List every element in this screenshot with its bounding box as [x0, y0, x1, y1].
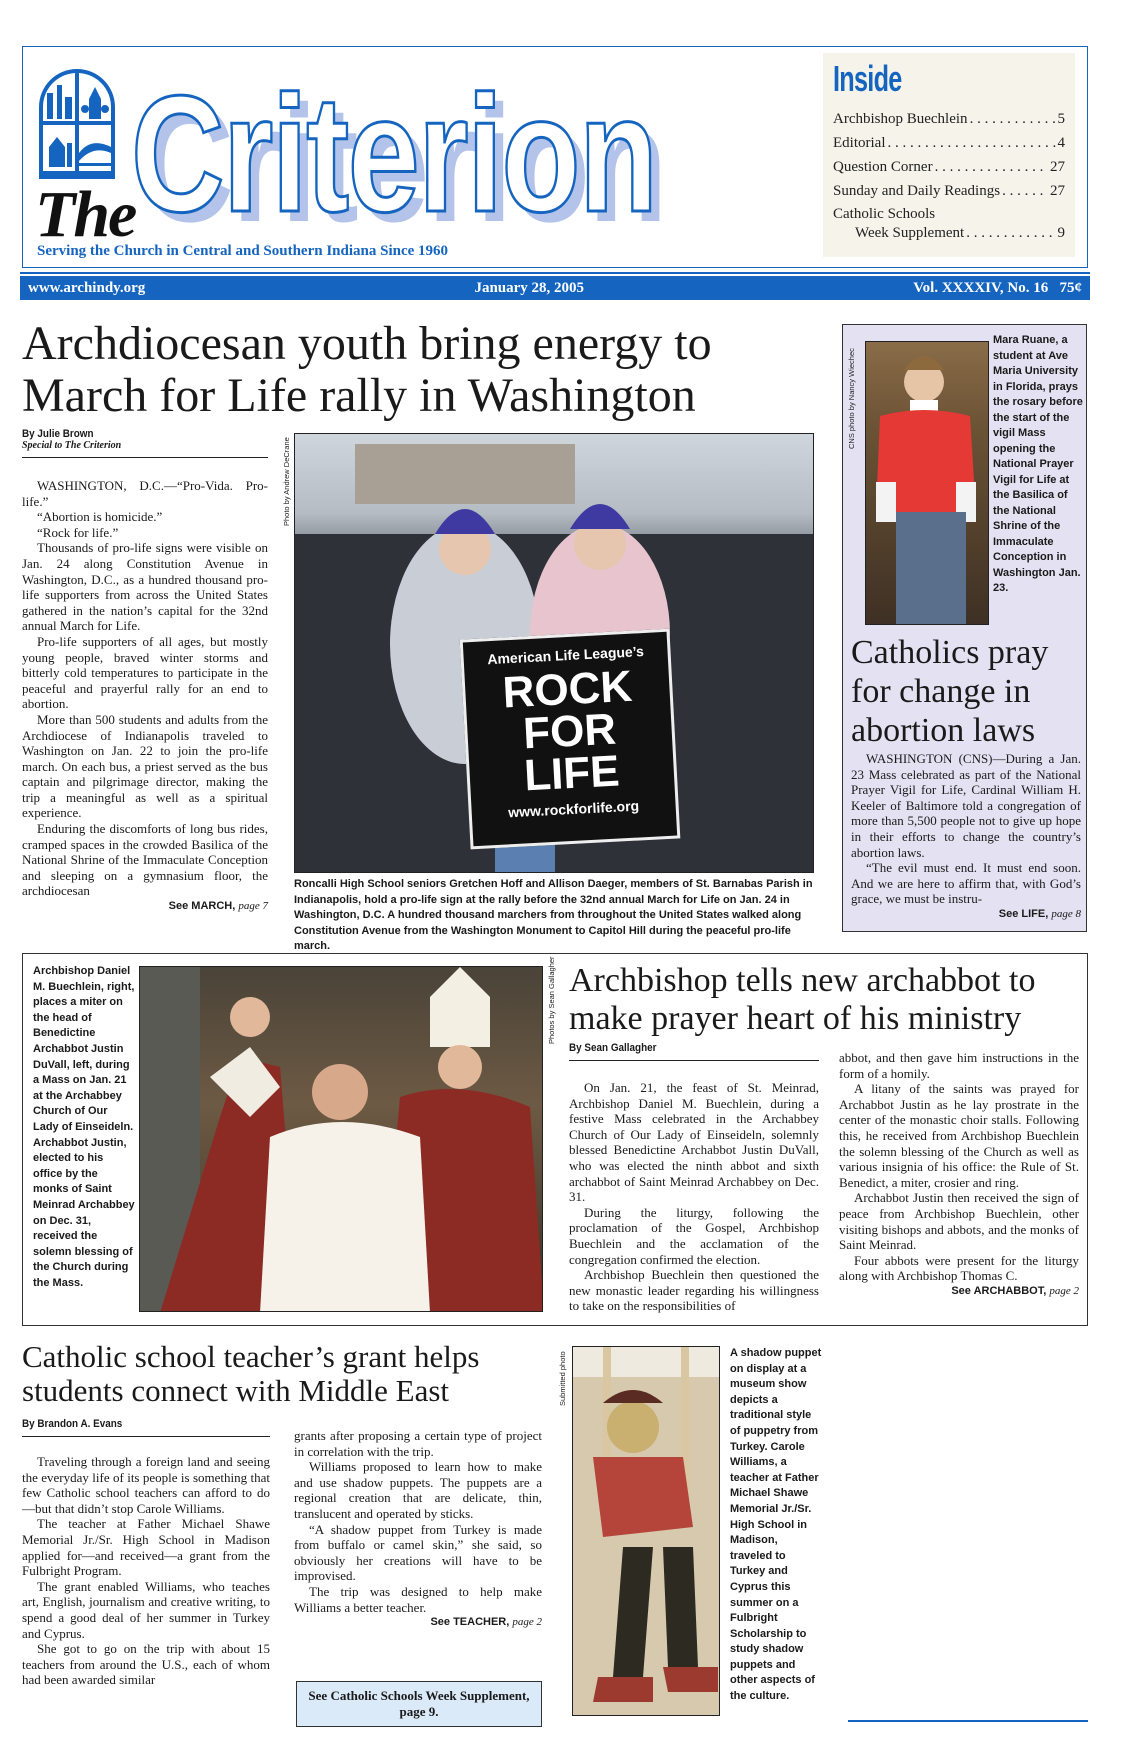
inside-item-page: 27 — [1050, 159, 1065, 175]
sidebar-story — [842, 324, 1087, 932]
paragraph: More than 500 students and adults from the Archdiocese of Indianapolis traveled to Washington on Jan. 22 to join the pro-life march. On each bus, a priest served as the bus captain and pilgrimage director, making the trip a meaningful as well as a spiritual experience. — [22, 711, 268, 821]
inside-item[interactable] — [833, 205, 1065, 243]
jump-label: See ARCHABBOT, — [951, 1284, 1047, 1297]
archabbot-headline: Archbishop tells new archabbot to make prayer heart of his ministry — [569, 962, 1036, 1037]
teacher-body-col2 — [294, 1428, 542, 1631]
archabbot-byline-block — [569, 1042, 819, 1061]
archabbot-photo — [139, 966, 543, 1312]
divider — [20, 272, 1090, 274]
sidebar-photo-credit: CNS photo by Nancy Wiechec — [847, 348, 856, 449]
paragraph: WASHINGTON, D.C.—“Pro-Vida. Pro-life.” — [22, 478, 268, 509]
teacher-body-col1 — [22, 1454, 270, 1688]
inside-item-page: 9 — [1057, 225, 1065, 241]
archabbot-story — [22, 953, 1088, 1326]
paragraph: “Abortion is homicide.” — [37, 509, 163, 525]
teacher-photo-caption: A shadow puppet on display at a museum show depicts a traditional style of puppetry from Turkey. Carole Williams, a teacher at Father Michael Shawe Memorial Jr./Sr. High School in Madison, traveled to Turkey and Cyprus this summer on a Fulbright Scholarship to study shadow puppets and other aspects of the culture. — [730, 1347, 822, 1703]
paragraph: The teacher at Father Michael Shawe Memorial Jr./Sr. High School in Madison applied for—and received—a grant from the Fulbright Program. — [22, 1516, 270, 1579]
info-bar — [20, 276, 1090, 300]
paragraph: abbot, and then gave him instructions in the form of a homily. — [839, 1050, 1079, 1081]
divider — [22, 457, 268, 458]
inside-item-page: 27 — [1050, 183, 1065, 199]
paragraph: The grant enabled Williams, who teaches art, English, journalism and creative writing, to spend a good deal of her summer in Turkey and Cyprus. — [22, 1578, 270, 1641]
paragraph: The trip was designed to help make Williams a better teacher. — [294, 1583, 542, 1615]
inside-title: Inside — [833, 58, 902, 99]
jump-page: page 8 — [1051, 907, 1081, 920]
lead-photo — [294, 433, 814, 873]
lead-headline: Archdiocesan youth bring energy to March for Life rally in Washington — [22, 317, 712, 422]
archabbot-photo-credit: Photos by Sean Gallagher — [547, 956, 556, 1044]
lead-body — [22, 478, 268, 915]
paragraph: Thousands of pro-life signs were visible on Jan. 24 along Constitution Avenue in Washington, D.C., as a hundred thousand pro-life supporters from across the United States gathered in the nation’s capital for the 32nd annual March for Life. — [22, 540, 268, 634]
issue-volume — [913, 280, 1082, 297]
sidebar-body — [851, 751, 1081, 923]
archabbot-byline: By Sean Gallagher — [569, 1042, 657, 1054]
stained-glass-window-icon — [37, 67, 117, 181]
teacher-photo-credit: Submitted photo — [558, 1351, 567, 1406]
inside-index — [823, 53, 1075, 257]
masthead-the: The — [35, 178, 136, 251]
paragraph: Pro-life supporters of all ages, but mostly young people, braved winter storms and bitterly cold temperatures to participate in the peaceful and prayerful rally for an end to abortion. — [22, 633, 268, 712]
divider — [569, 1060, 819, 1061]
archabbot-body-col2 — [839, 1050, 1079, 1300]
sidebar-photo — [865, 341, 989, 625]
paragraph: During the liturgy, following the proclamation of the Gospel, Archbishop Buechlein and the acclamation of the congregation confirmed the election. — [569, 1204, 819, 1267]
inside-item-label: Catholic Schools — [833, 206, 936, 222]
paragraph: She got to go on the trip with about 15 teachers from around the U.S., each of whom had been awarded similar — [22, 1641, 270, 1688]
inside-item[interactable] — [833, 131, 1065, 155]
inside-item-label-cont: Week Supplement — [855, 225, 965, 241]
sign-for-text: FOR — [521, 704, 618, 759]
paragraph: “A shadow puppet from Turkey is made from buffalo or camel skin,” she said, so obviously her creations will have to be improvised. — [294, 1521, 542, 1584]
supplement-promo-box[interactable]: See Catholic Schools Week Supplement, page 9. — [296, 1681, 542, 1727]
jump-page: page 7 — [238, 900, 268, 913]
sign-url-text: www.rockforlife.org — [507, 797, 640, 821]
website-link[interactable]: www.archindy.org — [28, 279, 146, 296]
teacher-byline: By Brandon A. Evans — [22, 1418, 123, 1430]
paragraph: Archabbot Justin then received the sign of peace from Archbishop Buechlein, other visiting bishops and abbots, and the monks of Saint Meinrad. — [839, 1190, 1079, 1253]
special-pub: The Criterion — [64, 440, 122, 451]
archabbot-jump[interactable] — [839, 1284, 1079, 1300]
paragraph: Enduring the discomforts of long bus rides, cramped spaces in the crowded Basilica of the National Shrine of the Immaculate Conception and sleeping on a gymnasium floor, the archdiocesan — [22, 821, 268, 899]
masthead-title: Criterion — [131, 62, 657, 247]
masthead — [22, 46, 1088, 268]
teacher-byline-block — [22, 1418, 270, 1437]
paragraph: A litany of the saints was prayed for Archabbot Justin as he lay prostrate in the center of the monastic choir stalls. Following this, he received from Archbishop Buechlein the solemn blessing of the Church as well as various insignia of his office: the Rule of St. Benedict, a miter, crosier and ring. — [839, 1081, 1079, 1190]
archabbot-photo-caption: Archbishop Daniel M. Buechlein, right, places a miter on the head of Benedictine Archabbot Justin DuVall, left, during a Mass on Jan. 21 at the Archabbey Church of Our Lady of Einseideln. Archabbot Justin, elected to his office by the monks of Saint Meinrad Archabbey on Dec. 31, received the solemn blessing of the Church during the Mass. — [33, 965, 135, 1289]
inside-item[interactable] — [833, 107, 1065, 131]
paragraph: On Jan. 21, the feast of St. Meinrad, Archbishop Daniel M. Buechlein, during a festive Mass celebrated in the Archabbey Church of Our Lady of Einseideln, solemnly blessed Benedictine Archabbot Justin DuVall, who was elected the ninth abbot and sixth archabbot of Saint Meinrad Archabbey on Dec. 31. — [569, 1080, 819, 1205]
inside-item-page: 5 — [1057, 111, 1065, 127]
masthead-tagline: Serving the Church in Central and Southern Indiana Since 1960 — [37, 243, 449, 259]
lead-jump[interactable] — [22, 899, 268, 915]
paragraph: WASHINGTON (CNS)—During a Jan. 23 Mass celebrated as part of the National Prayer Vigil for Life, Cardinal William H. Keeler of Baltimore told a congregation of more than 5,500 people not to give up hope in their efforts to change the country’s abortion laws. — [851, 751, 1081, 860]
inside-item-label: Editorial — [833, 135, 886, 151]
inside-item[interactable] — [833, 155, 1065, 179]
archabbot-body-col1 — [569, 1080, 819, 1314]
special-prefix: Special to — [22, 440, 63, 451]
lead-photo-caption: Roncalli High School seniors Gretchen Hoff and Allison Daeger, members of St. Barnabas Parish in Indianapolis, hold a pro-life sign at the rally before the 32nd annual March for Life on Jan. 24 in Washington, D.C. A hundred thousand marchers from throughout the United States walked along Constitution Avenue from the Washington Monument to Capitol Hill during the peaceful pro-life march. — [294, 878, 813, 952]
paragraph: “The evil must end. It must end soon. And we are here to affirm that, with God’s grace, we must be instru- — [851, 860, 1081, 907]
teacher-jump[interactable] — [294, 1615, 542, 1631]
inside-item-label: Archbishop Buechlein — [833, 111, 968, 127]
paragraph: Four abbots were present for the liturgy along with Archbishop Thomas C. — [839, 1252, 1079, 1284]
lead-photo-credit: Photo by Andrew DeCrane — [282, 437, 291, 526]
teacher-headline: Catholic school teacher’s grant helps students connect with Middle East — [22, 1339, 480, 1408]
sign-top-text: American Life League’s — [486, 643, 645, 668]
divider — [848, 1720, 1088, 1722]
issue-price: 75¢ — [1059, 279, 1082, 296]
paragraph: Archbishop Buechlein then questioned the new monastic leader regarding his willingness to take on the responsibilities of — [569, 1267, 819, 1314]
paragraph: grants after proposing a certain type of project in correlation with the trip. — [294, 1428, 542, 1459]
lead-byline: By Julie Brown — [22, 428, 94, 440]
teacher-photo — [572, 1346, 720, 1716]
sidebar-jump[interactable] — [851, 907, 1081, 923]
sidebar-headline: Catholics pray for change in abortion laws — [851, 634, 1049, 749]
jump-page: page 2 — [512, 1616, 542, 1629]
inside-item[interactable] — [833, 179, 1065, 203]
jump-page: page 2 — [1049, 1284, 1079, 1297]
divider — [22, 1436, 270, 1437]
jump-label: See MARCH, — [168, 900, 236, 913]
sign-life-text: LIFE — [522, 746, 621, 801]
inside-list — [833, 107, 1065, 243]
jump-label: See LIFE, — [998, 907, 1049, 920]
inside-item-page: 4 — [1057, 135, 1065, 151]
rock-for-life-sign — [460, 629, 681, 850]
paragraph: Williams proposed to learn how to make and use shadow puppets. The puppets are a regional creation that are delicate, thin, translucent and operated by sticks. — [294, 1459, 542, 1521]
lead-byline-block — [22, 428, 268, 458]
inside-item-label: Sunday and Daily Readings — [833, 183, 1001, 199]
jump-label: See TEACHER, — [430, 1616, 510, 1629]
sidebar-photo-caption: Mara Ruane, a student at Ave Maria University in Florida, prays the rosary before the start of the vigil Mass opening the National Prayer Vigil for Life at the Basilica of the National Shrine of the Immaculate Conception in Washington Jan. 23. — [993, 334, 1083, 594]
paragraph: “Rock for life.” — [37, 524, 119, 540]
inside-item-label: Question Corner — [833, 159, 933, 175]
lead-special — [22, 440, 268, 451]
paragraph: Traveling through a foreign land and seeing the everyday life of its people is something that few Catholic school teachers can afford to do—but that didn’t stop Carole Williams. — [22, 1454, 270, 1516]
issue-date: January 28, 2005 — [474, 279, 585, 296]
volume-number: Vol. XXXXIV, No. 16 — [913, 279, 1049, 296]
sign-rock-text: ROCK — [501, 661, 634, 718]
